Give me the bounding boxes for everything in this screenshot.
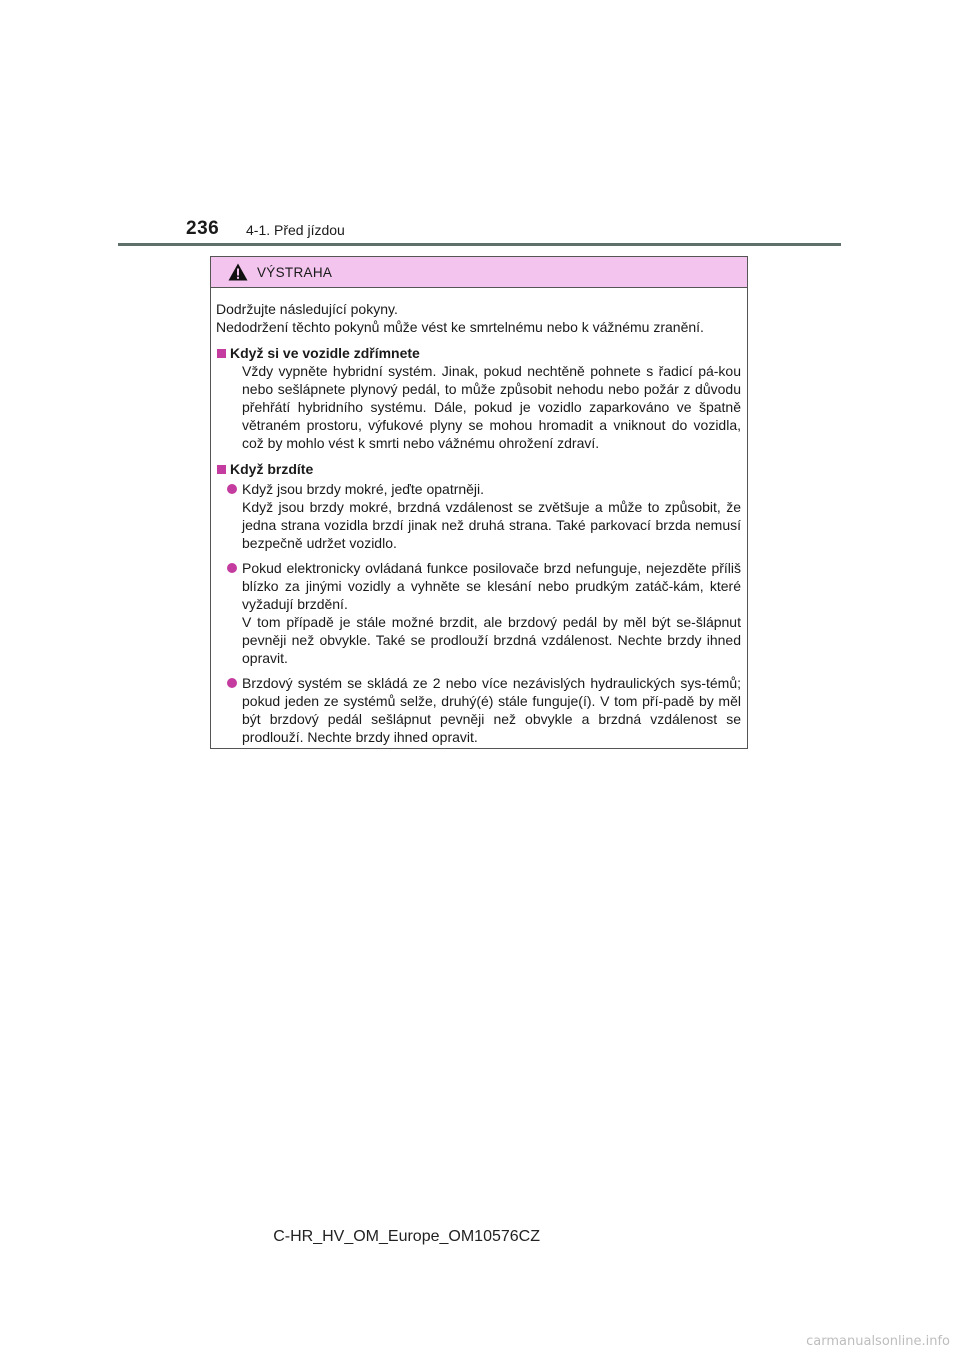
intro-line: Nedodržení těchto pokynů může vést ke smrtelnému nebo k vážnému zranění. bbox=[216, 319, 704, 335]
header-divider bbox=[118, 243, 841, 246]
topic-heading-text: Když brzdíte bbox=[230, 461, 314, 477]
circle-bullet-icon bbox=[227, 678, 237, 688]
section-title: 4-1. Před jízdou bbox=[246, 222, 345, 238]
warning-triangle-icon bbox=[228, 263, 248, 281]
circle-bullet-icon bbox=[227, 484, 237, 494]
bullet-item bbox=[227, 480, 741, 552]
document-id: C-HR_HV_OM_Europe_OM10576CZ bbox=[273, 1228, 540, 1245]
topic-napping bbox=[216, 344, 741, 452]
topic-heading bbox=[216, 344, 741, 362]
warning-title: VÝSTRAHA bbox=[257, 264, 333, 280]
warning-box bbox=[210, 256, 748, 749]
topic-heading-text: Když si ve vozidle zdřímnete bbox=[230, 345, 420, 361]
bullet-text-line: Pokud elektronicky ovládaná funkce posilovače brzd nefunguje, nejezděte příliš blízko za jinými vozidly a vyhněte se klesání nebo prudkým zatáč-kám, které vyžadují brzdění. bbox=[242, 560, 741, 612]
bullet-item bbox=[227, 559, 741, 667]
bullet-item bbox=[227, 674, 741, 746]
warning-header bbox=[211, 257, 747, 288]
topic-braking bbox=[216, 460, 741, 746]
bullet-text-line: Brzdový systém se skládá ze 2 nebo více nezávislých hydraulických sys-témů; pokud jeden ze systémů selže, druhý(é) stále funguje(í). V tom pří-padě by měl být brzdový pedál sešlápnut pevněji než obvykle a brzdná vzdálenost se prodlouží. Nechte brzdy ihned opravit. bbox=[242, 675, 741, 745]
circle-bullet-icon bbox=[227, 563, 237, 573]
intro-line: Dodržujte následující pokyny. bbox=[216, 301, 398, 317]
bullet-text-line: Když jsou brzdy mokré, brzdná vzdálenost se zvětšuje a může to způsobit, že jedna strana vozidla brzdí jinak než druhá strana. Také parkovací brzda nemusí bezpečně udržet vozidlo. bbox=[242, 499, 741, 551]
bullet-text-line: V tom případě je stále možné brzdit, ale brzdový pedál by měl být se-šlápnut pevněji než obvykle. Také se prodlouží brzdná vzdálenost. Nechte brzdy ihned opravit. bbox=[242, 614, 741, 666]
warning-body bbox=[211, 288, 747, 746]
square-bullet-icon bbox=[217, 349, 226, 358]
square-bullet-icon bbox=[217, 465, 226, 474]
watermark: carmanualsonline.info bbox=[806, 1334, 950, 1349]
topic-text: Vždy vypněte hybridní systém. Jinak, pokud nechtěně pohnete s řadicí pá-kou nebo sešlápnete plynový pedál, to může způsobit nehodu nebo požár z důvodu přehřátí hybridního systému. Dále, pokud je vozidlo zaparkováno ve špatně větraném prostoru, výfukové plyny se mohou hromadit a vniknout do vozidla, což by mohlo vést k smrti nebo vážnému ohrožení zdraví. bbox=[242, 363, 741, 451]
topic-heading bbox=[216, 460, 741, 478]
page-number: 236 bbox=[186, 218, 220, 239]
bullet-text-line: Když jsou brzdy mokré, jeďte opatrněji. bbox=[242, 481, 485, 497]
